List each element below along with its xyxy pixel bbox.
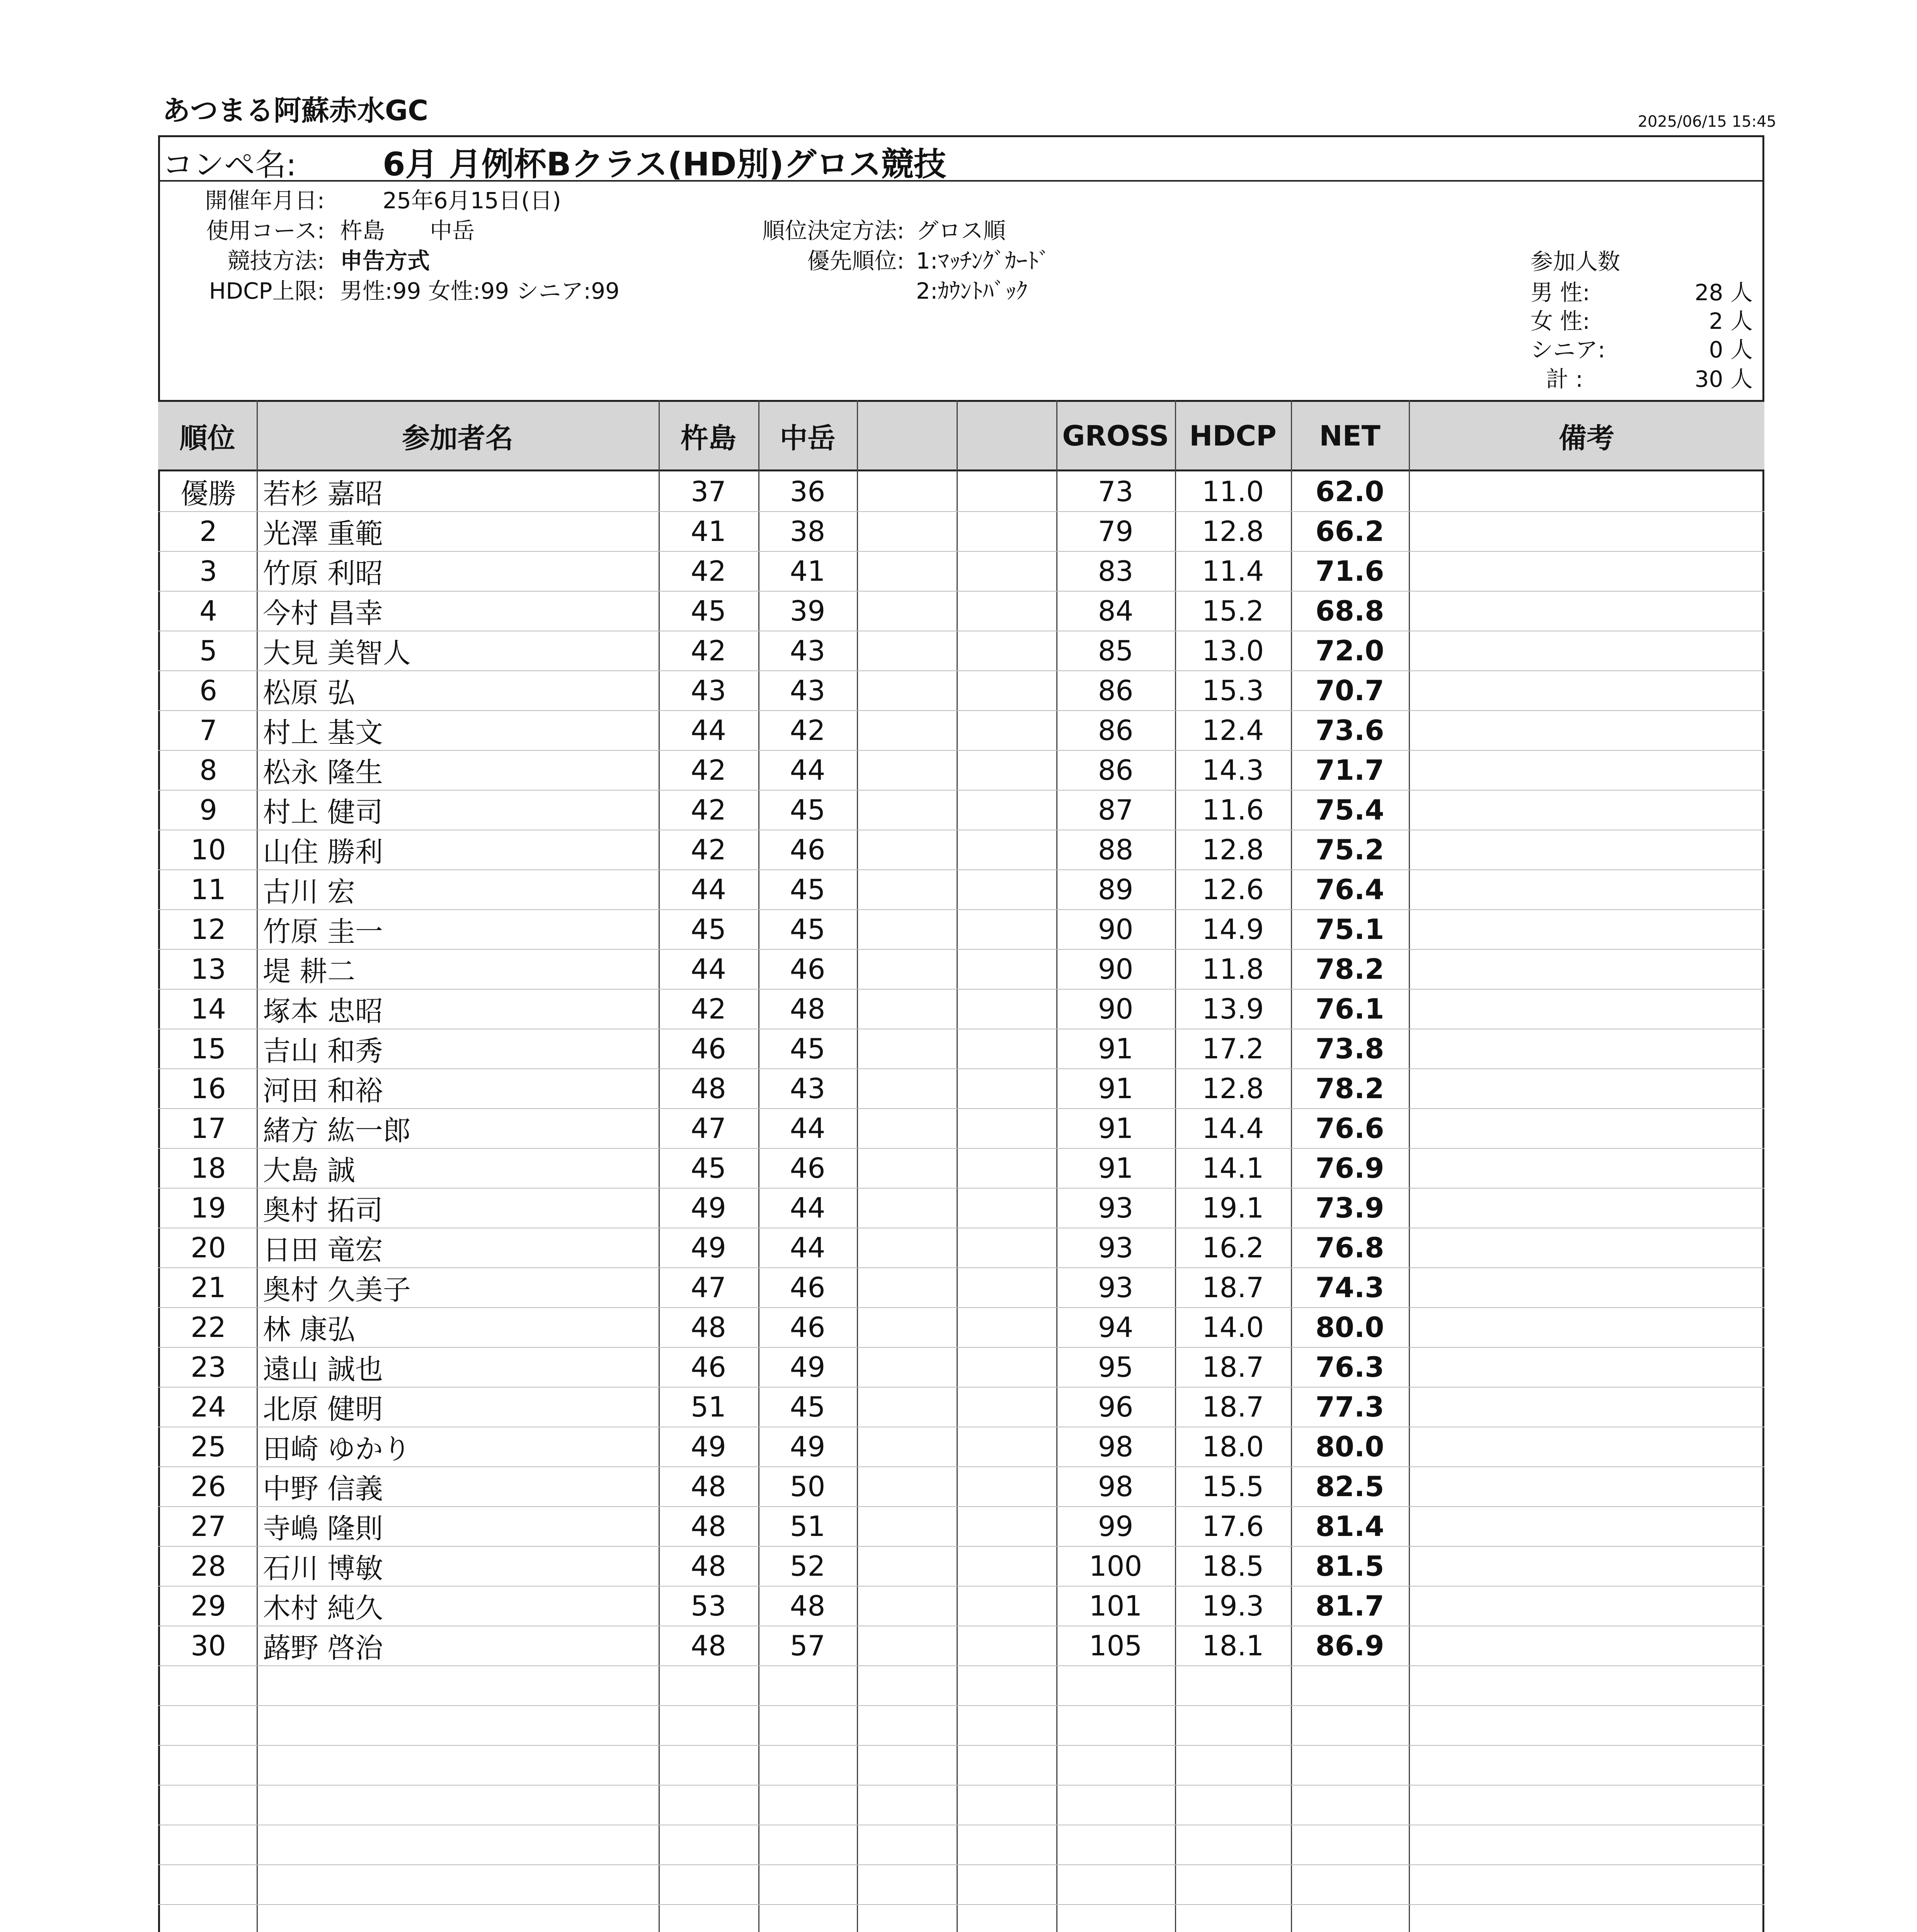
gross-cell: 91 (1098, 1072, 1134, 1105)
net-cell: 66.2 (1315, 515, 1384, 548)
name-cell: 緒方 紘一郎 (263, 1114, 411, 1147)
net-cell: 81.4 (1315, 1510, 1384, 1543)
gross-cell: 85 (1098, 634, 1134, 667)
name-cell: 今村 昌幸 (263, 597, 383, 629)
gross-cell: 95 (1098, 1350, 1134, 1383)
header-rank: 順位 (179, 422, 235, 454)
hdcp-cell: 12.8 (1202, 1072, 1264, 1105)
net-cell: 73.6 (1315, 714, 1384, 747)
net-cell: 80.0 (1315, 1430, 1384, 1463)
course1-score-cell: 46 (691, 1350, 726, 1383)
hdcp-cell: 12.8 (1202, 515, 1264, 548)
gross-cell: 93 (1098, 1271, 1134, 1304)
rank-cell: 4 (199, 594, 217, 627)
course2-score-cell: 49 (790, 1350, 826, 1383)
course1-score-cell: 48 (691, 1510, 726, 1543)
hdcp-cell: 18.7 (1202, 1271, 1264, 1304)
course2-score-cell: 45 (790, 873, 826, 906)
net-cell: 75.1 (1315, 913, 1384, 946)
gross-cell: 99 (1098, 1510, 1134, 1543)
hdcp-cell: 15.2 (1202, 594, 1264, 627)
gross-cell: 86 (1098, 753, 1134, 786)
hdcp-cell: 18.5 (1202, 1549, 1264, 1582)
gross-cell: 98 (1098, 1470, 1134, 1503)
course1-score-cell: 37 (691, 475, 726, 508)
name-cell: 村上 基文 (263, 716, 383, 749)
male-count: 28 人 (1694, 279, 1753, 306)
course1-score-cell: 48 (691, 1072, 726, 1105)
course2-score-cell: 46 (790, 833, 826, 866)
course1-score-cell: 48 (691, 1470, 726, 1503)
course2-score-cell: 50 (790, 1470, 826, 1503)
course2-score-cell: 45 (790, 1032, 826, 1065)
name-cell: 竹原 利昭 (263, 557, 383, 590)
course1-score-cell: 44 (691, 952, 726, 985)
gross-cell: 83 (1098, 554, 1134, 587)
hdcp-cell: 11.6 (1202, 793, 1264, 826)
row-divider (158, 1665, 1764, 1666)
rank-cell: 17 (191, 1112, 226, 1145)
name-cell: 石川 博敏 (263, 1552, 383, 1585)
course2-score-cell: 46 (790, 952, 826, 985)
rank-cell: 15 (191, 1032, 226, 1065)
row-divider (158, 1745, 1764, 1746)
gross-cell: 86 (1098, 674, 1134, 707)
course1-score-cell: 48 (691, 1311, 726, 1344)
header-hdcp: HDCP (1189, 419, 1277, 452)
gross-cell: 84 (1098, 594, 1134, 627)
ranking-method-value: グロス順 (916, 218, 1006, 244)
name-cell: 松永 隆生 (263, 756, 383, 789)
gross-cell: 79 (1098, 515, 1134, 548)
row-divider (158, 1864, 1764, 1865)
method-label: 競技方法: (227, 248, 325, 274)
course2-score-cell: 41 (790, 554, 826, 587)
name-cell: 若杉 嘉昭 (263, 477, 383, 510)
course1-score-cell: 45 (691, 1151, 726, 1184)
course1-score-cell: 49 (691, 1191, 726, 1224)
column-divider (1409, 471, 1410, 1932)
net-cell: 73.9 (1315, 1191, 1384, 1224)
hdcp-cell: 18.1 (1202, 1629, 1264, 1662)
rank-cell: 16 (191, 1072, 226, 1105)
gross-cell: 90 (1098, 952, 1134, 985)
ranking-method-label: 順位決定方法: (762, 218, 904, 244)
course2-score-cell: 57 (790, 1629, 826, 1662)
header-gross: GROSS (1062, 419, 1169, 452)
priority-2: 2:ｶｳﾝﾄﾊﾞｯｸ (916, 278, 1028, 304)
course1-score-cell: 51 (691, 1390, 726, 1423)
course2-score-cell: 44 (790, 1112, 826, 1145)
gross-cell: 93 (1098, 1191, 1134, 1224)
net-cell: 86.9 (1315, 1629, 1384, 1662)
net-cell: 76.4 (1315, 873, 1384, 906)
hdcp-cell: 18.7 (1202, 1350, 1264, 1383)
gross-cell: 93 (1098, 1231, 1134, 1264)
course2-score-cell: 38 (790, 515, 826, 548)
course2-score-cell: 39 (790, 594, 826, 627)
hdcp-cell: 14.3 (1202, 753, 1264, 786)
priority-label: 優先順位: (807, 248, 904, 274)
priority-1: 1:ﾏｯﾁﾝｸﾞｶｰﾄﾞ (916, 248, 1050, 274)
rank-cell: 24 (191, 1390, 226, 1423)
course1-score-cell: 44 (691, 714, 726, 747)
name-cell: 中野 信義 (263, 1472, 383, 1505)
net-cell: 75.2 (1315, 833, 1384, 866)
course-value: 杵島 中岳 (340, 218, 475, 244)
hdcp-cell: 12.8 (1202, 833, 1264, 866)
course1-score-cell: 47 (691, 1112, 726, 1145)
hdcp-cell: 14.9 (1202, 913, 1264, 946)
hdcp-cell: 19.1 (1202, 1191, 1264, 1224)
header-column-divider (857, 400, 858, 471)
hdcp-limit-label: HDCP上限: (209, 278, 325, 304)
course2-score-cell: 43 (790, 674, 826, 707)
net-cell: 70.7 (1315, 674, 1384, 707)
hdcp-cell: 14.1 (1202, 1151, 1264, 1184)
course1-score-cell: 49 (691, 1430, 726, 1463)
gross-cell: 101 (1089, 1589, 1142, 1622)
hdcp-cell: 16.2 (1202, 1231, 1264, 1264)
gross-cell: 89 (1098, 873, 1134, 906)
name-cell: 寺嶋 隆則 (263, 1512, 383, 1545)
course2-score-cell: 48 (790, 992, 826, 1025)
column-divider (857, 471, 858, 1932)
rank-cell: 6 (199, 674, 217, 707)
senior-label: シニア: (1531, 337, 1605, 363)
net-cell: 71.6 (1315, 554, 1384, 587)
name-cell: 堤 耕二 (263, 955, 355, 988)
course1-score-cell: 45 (691, 594, 726, 627)
name-cell: 古川 宏 (263, 875, 355, 908)
course2-score-cell: 48 (790, 1589, 826, 1622)
rank-cell: 18 (191, 1151, 226, 1184)
header-column-divider (1409, 400, 1410, 471)
rank-cell: 30 (191, 1629, 226, 1662)
course2-score-cell: 43 (790, 1072, 826, 1105)
course1-score-cell: 53 (691, 1589, 726, 1622)
header-course1: 杵島 (680, 422, 736, 454)
course1-score-cell: 44 (691, 873, 726, 906)
course1-score-cell: 42 (691, 634, 726, 667)
course1-score-cell: 48 (691, 1629, 726, 1662)
course2-score-cell: 42 (790, 714, 826, 747)
course1-score-cell: 48 (691, 1549, 726, 1582)
course1-score-cell: 42 (691, 833, 726, 866)
course2-score-cell: 45 (790, 1390, 826, 1423)
rank-cell: 10 (191, 833, 226, 866)
rank-cell: 29 (191, 1589, 226, 1622)
column-divider (257, 471, 258, 1932)
female-count: 2 人 (1709, 308, 1753, 334)
name-cell: 蕗野 啓治 (263, 1631, 383, 1664)
net-cell: 74.3 (1315, 1271, 1384, 1304)
rank-cell: 22 (191, 1311, 226, 1344)
rank-cell: 9 (199, 793, 217, 826)
net-cell: 80.0 (1315, 1311, 1384, 1344)
name-cell: 林 康弘 (263, 1313, 355, 1346)
gross-cell: 87 (1098, 793, 1134, 826)
course2-score-cell: 52 (790, 1549, 826, 1582)
course-label: 使用コース: (206, 218, 325, 244)
hdcp-cell: 14.4 (1202, 1112, 1264, 1145)
net-cell: 72.0 (1315, 634, 1384, 667)
rank-cell: 28 (191, 1549, 226, 1582)
course2-score-cell: 44 (790, 1191, 826, 1224)
method-value: 申告方式 (340, 248, 430, 274)
hdcp-cell: 15.5 (1202, 1470, 1264, 1503)
course1-score-cell: 41 (691, 515, 726, 548)
gross-cell: 86 (1098, 714, 1134, 747)
hdcp-cell: 11.0 (1202, 475, 1264, 508)
course2-score-cell: 49 (790, 1430, 826, 1463)
course2-score-cell: 44 (790, 1231, 826, 1264)
course2-score-cell: 46 (790, 1151, 826, 1184)
hdcp-cell: 18.7 (1202, 1390, 1264, 1423)
header-name: 参加者名 (402, 422, 513, 454)
name-cell: 松原 弘 (263, 676, 355, 709)
hdcp-limit-value: 男性:99 女性:99 シニア:99 (340, 278, 620, 304)
rank-cell: 19 (191, 1191, 226, 1224)
course2-score-cell: 36 (790, 475, 826, 508)
rank-cell: 優勝 (180, 477, 236, 510)
rank-cell: 3 (199, 554, 217, 587)
hdcp-cell: 11.8 (1202, 952, 1264, 985)
name-cell: 奥村 拓司 (263, 1194, 383, 1226)
rank-cell: 12 (191, 913, 226, 946)
hdcp-cell: 12.6 (1202, 873, 1264, 906)
net-cell: 71.7 (1315, 753, 1384, 786)
course1-score-cell: 45 (691, 913, 726, 946)
name-cell: 竹原 圭一 (263, 915, 383, 948)
course2-score-cell: 45 (790, 913, 826, 946)
rank-cell: 26 (191, 1470, 226, 1503)
net-cell: 77.3 (1315, 1390, 1384, 1423)
net-cell: 62.0 (1315, 475, 1384, 508)
gross-cell: 90 (1098, 913, 1134, 946)
printed-timestamp: 2025/06/15 15:45 (1638, 113, 1776, 131)
rank-cell: 14 (191, 992, 226, 1025)
gross-cell: 94 (1098, 1311, 1134, 1344)
course2-score-cell: 45 (790, 793, 826, 826)
date-value: 25年6月15日(日) (383, 187, 561, 214)
gross-cell: 98 (1098, 1430, 1134, 1463)
name-cell: 河田 和裕 (263, 1074, 383, 1107)
net-cell: 75.4 (1315, 793, 1384, 826)
row-divider (158, 1705, 1764, 1706)
course1-score-cell: 46 (691, 1032, 726, 1065)
hdcp-cell: 11.4 (1202, 554, 1264, 587)
header-net: NET (1319, 419, 1381, 452)
course2-score-cell: 51 (790, 1510, 826, 1543)
net-cell: 68.8 (1315, 594, 1384, 627)
name-cell: 奥村 久美子 (263, 1273, 411, 1306)
rank-cell: 21 (191, 1271, 226, 1304)
rank-cell: 2 (199, 515, 217, 548)
net-cell: 76.6 (1315, 1112, 1384, 1145)
course1-score-cell: 42 (691, 554, 726, 587)
course1-score-cell: 47 (691, 1271, 726, 1304)
course2-score-cell: 46 (790, 1311, 826, 1344)
hdcp-cell: 13.0 (1202, 634, 1264, 667)
course1-score-cell: 43 (691, 674, 726, 707)
course1-score-cell: 42 (691, 992, 726, 1025)
course2-score-cell: 46 (790, 1271, 826, 1304)
course1-score-cell: 42 (691, 753, 726, 786)
name-cell: 吉山 和秀 (263, 1034, 383, 1067)
name-cell: 北原 健明 (263, 1393, 383, 1425)
gross-cell: 105 (1089, 1629, 1142, 1662)
net-cell: 73.8 (1315, 1032, 1384, 1065)
gross-cell: 96 (1098, 1390, 1134, 1423)
net-cell: 81.5 (1315, 1549, 1384, 1582)
net-cell: 78.2 (1315, 952, 1384, 985)
rank-cell: 11 (191, 873, 226, 906)
course2-score-cell: 43 (790, 634, 826, 667)
course1-score-cell: 42 (691, 793, 726, 826)
header-column-divider (1056, 400, 1057, 471)
net-cell: 76.8 (1315, 1231, 1384, 1264)
senior-count: 0 人 (1709, 337, 1753, 363)
name-cell: 木村 純久 (263, 1592, 383, 1624)
name-cell: 大見 美智人 (263, 636, 411, 669)
hdcp-cell: 14.0 (1202, 1311, 1264, 1344)
rank-cell: 8 (199, 753, 217, 786)
net-cell: 82.5 (1315, 1470, 1384, 1503)
net-cell: 81.7 (1315, 1589, 1384, 1622)
course1-score-cell: 49 (691, 1231, 726, 1264)
hdcp-cell: 15.3 (1202, 674, 1264, 707)
header-column-divider (1291, 400, 1292, 471)
hdcp-cell: 13.9 (1202, 992, 1264, 1025)
rank-cell: 23 (191, 1350, 226, 1383)
rank-cell: 25 (191, 1430, 226, 1463)
compe-name: 6月 月例杯Bクラス(HD別)グロス競技 (383, 145, 947, 183)
header-column-divider (257, 400, 258, 471)
header-column-divider (659, 400, 660, 471)
net-cell: 76.1 (1315, 992, 1384, 1025)
net-cell: 76.3 (1315, 1350, 1384, 1383)
hdcp-cell: 18.0 (1202, 1430, 1264, 1463)
gross-cell: 91 (1098, 1151, 1134, 1184)
row-divider (158, 1904, 1764, 1905)
header-course2: 中岳 (780, 422, 836, 454)
name-cell: 遠山 誠也 (263, 1353, 383, 1386)
total-label: 計 : (1546, 366, 1583, 392)
compe-label: コンペ名: (162, 147, 296, 183)
net-cell: 78.2 (1315, 1072, 1384, 1105)
course2-score-cell: 44 (790, 753, 826, 786)
hdcp-cell: 17.2 (1202, 1032, 1264, 1065)
gross-cell: 90 (1098, 992, 1134, 1025)
gross-cell: 88 (1098, 833, 1134, 866)
name-cell: 村上 健司 (263, 796, 383, 828)
gross-cell: 91 (1098, 1032, 1134, 1065)
header-column-divider (1175, 400, 1176, 471)
row-divider (158, 1785, 1764, 1786)
name-cell: 塚本 忠昭 (263, 995, 383, 1027)
name-cell: 光澤 重範 (263, 517, 383, 550)
net-cell: 76.9 (1315, 1151, 1384, 1184)
male-label: 男 性: (1531, 279, 1590, 306)
hdcp-cell: 12.4 (1202, 714, 1264, 747)
date-label: 開催年月日: (205, 187, 325, 214)
name-cell: 日田 竜宏 (263, 1233, 383, 1266)
column-divider (957, 471, 958, 1932)
name-cell: 大島 誠 (263, 1154, 355, 1187)
header-column-divider (957, 400, 958, 471)
rank-cell: 27 (191, 1510, 226, 1543)
rank-cell: 5 (199, 634, 217, 667)
total-count: 30 人 (1694, 366, 1753, 392)
club-name: あつまる阿蘇赤水GC (162, 94, 428, 127)
header-column-divider (758, 400, 759, 471)
female-label: 女 性: (1531, 308, 1590, 334)
name-cell: 山住 勝利 (263, 835, 383, 868)
rank-cell: 20 (191, 1231, 226, 1264)
rank-cell: 7 (199, 714, 217, 747)
gross-cell: 73 (1098, 475, 1134, 508)
name-cell: 田崎 ゆかり (263, 1432, 411, 1465)
participants-title: 参加人数 (1531, 248, 1621, 275)
gross-cell: 91 (1098, 1112, 1134, 1145)
hdcp-cell: 19.3 (1202, 1589, 1264, 1622)
gross-cell: 100 (1089, 1549, 1142, 1582)
header-remarks: 備考 (1558, 422, 1614, 454)
rank-cell: 13 (191, 952, 226, 985)
hdcp-cell: 17.6 (1202, 1510, 1264, 1543)
